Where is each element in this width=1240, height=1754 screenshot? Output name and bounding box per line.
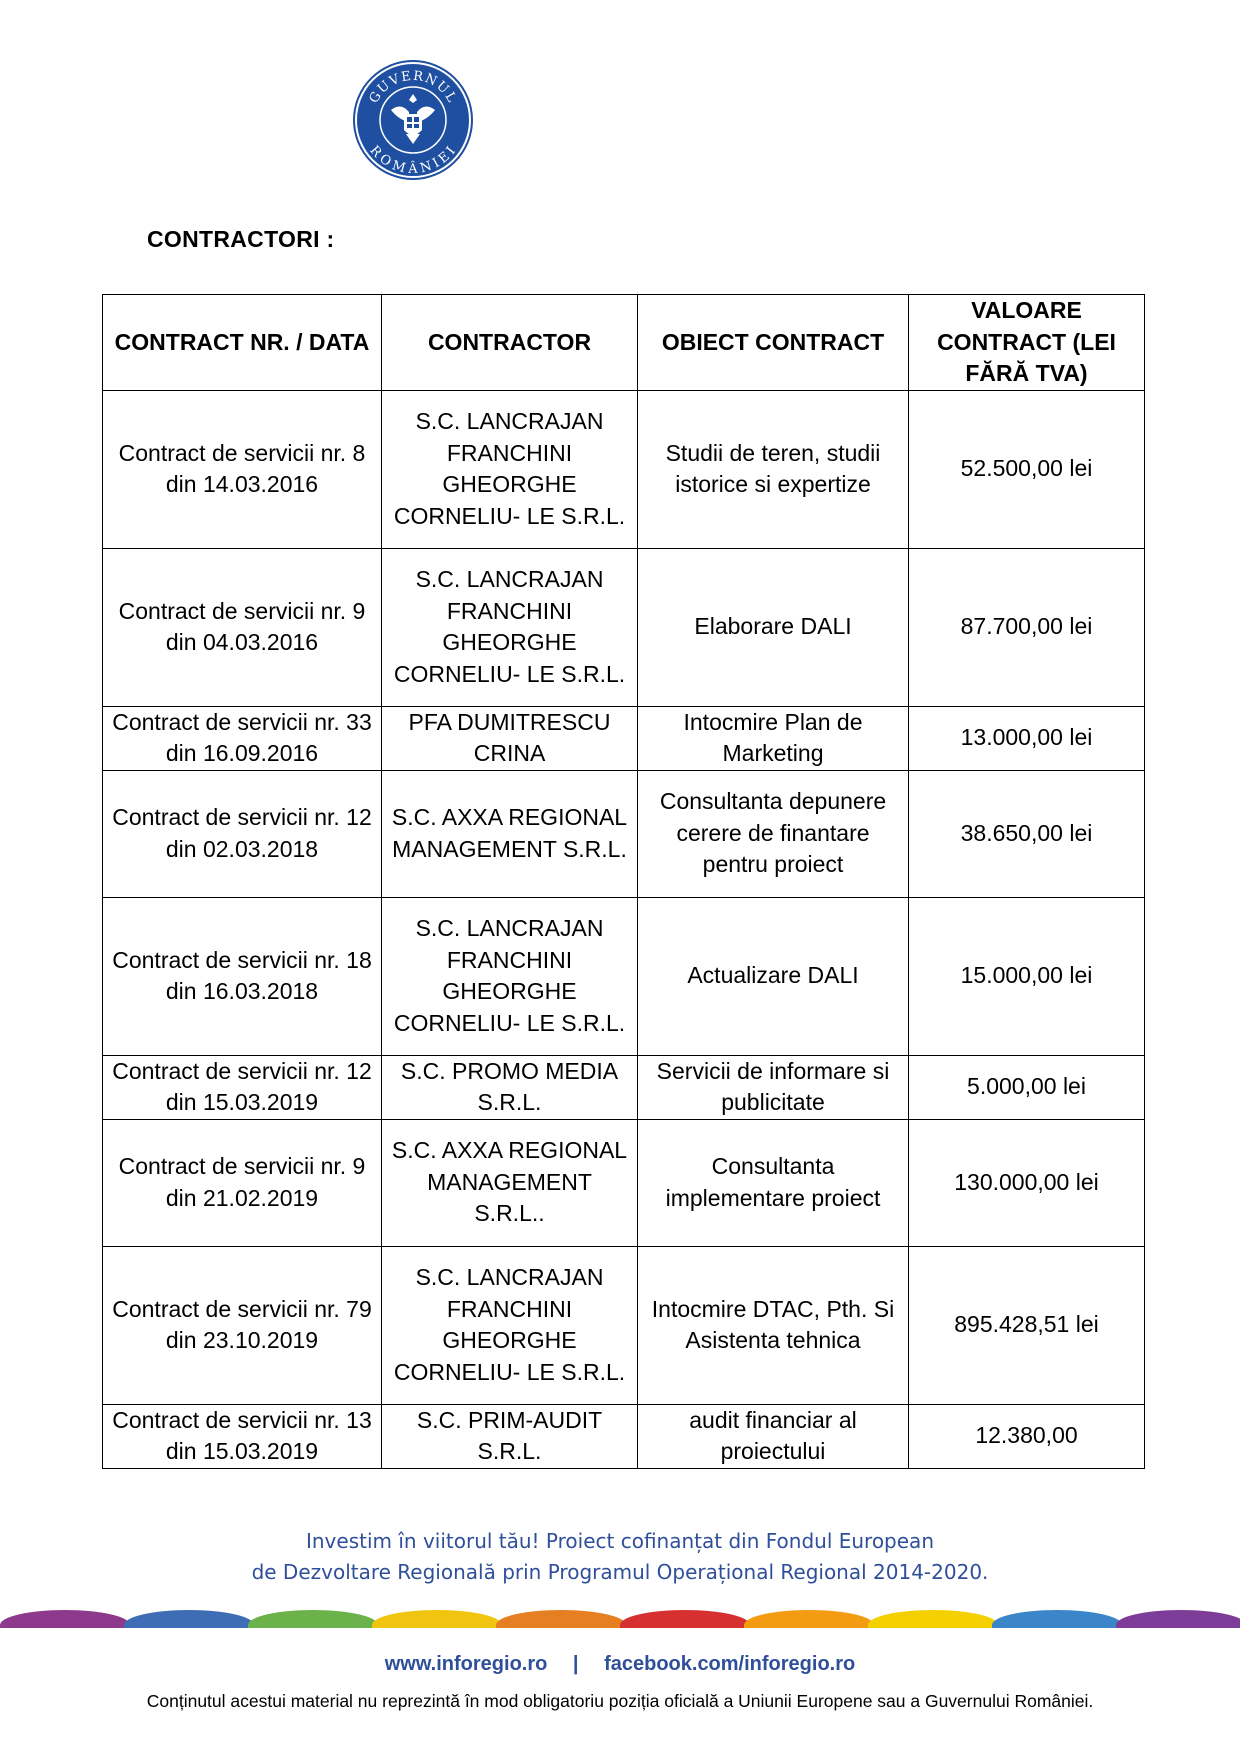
- cell-contractor: S.C. PROMO MEDIA S.R.L.: [382, 1055, 638, 1119]
- cell-contract: Contract de servicii nr. 12 din 15.03.2019: [103, 1055, 382, 1119]
- footer-links: [0, 1653, 1240, 1676]
- table-row: [103, 1246, 1145, 1404]
- cell-obiect: Consultanta implementare proiect: [638, 1119, 909, 1246]
- cell-obiect: Intocmire Plan de Marketing: [638, 706, 909, 770]
- color-stripe-segment: [0, 1610, 130, 1628]
- cell-valoare: 87.700,00 lei: [909, 548, 1145, 706]
- cell-contract: Contract de servicii nr. 13 din 15.03.2019: [103, 1404, 382, 1468]
- color-stripe-segment: [620, 1610, 750, 1628]
- color-stripe-segment: [1116, 1610, 1240, 1628]
- cell-obiect: audit financiar al proiectului: [638, 1404, 909, 1468]
- cofinancing-note-line2: de Dezvoltare Regională prin Programul Operațional Regional 2014-2020.: [251, 1560, 989, 1584]
- cell-contractor: S.C. LANCRAJAN FRANCHINI GHEORGHE CORNELIU- LE S.R.L.: [382, 1246, 638, 1404]
- color-stripe-segment: [372, 1610, 502, 1628]
- government-seal-logo: [351, 58, 475, 182]
- color-stripe-segment: [248, 1610, 378, 1628]
- cell-obiect: Studii de teren, studii istorice si expertize: [638, 390, 909, 548]
- cell-valoare: 38.650,00 lei: [909, 770, 1145, 897]
- cell-valoare: 12.380,00: [909, 1404, 1145, 1468]
- cell-obiect: Elaborare DALI: [638, 548, 909, 706]
- cell-valoare: 52.500,00 lei: [909, 390, 1145, 548]
- cell-contract: Contract de servicii nr. 18 din 16.03.2018: [103, 897, 382, 1055]
- disclaimer-text: Conținutul acestui material nu reprezintă în mod obligatoriu poziția oficială a Uniunii Europene sau a Guvernului României.: [146, 1691, 1094, 1711]
- column-header-contractor: CONTRACTOR: [382, 295, 638, 391]
- cell-contractor: S.C. AXXA REGIONAL MANAGEMENT S.R.L..: [382, 1119, 638, 1246]
- color-stripe-segment: [992, 1610, 1122, 1628]
- table-row: [103, 1055, 1145, 1119]
- cell-obiect: Servicii de informare si publicitate: [638, 1055, 909, 1119]
- link-separator: |: [572, 1653, 579, 1675]
- column-header-obiect: OBIECT CONTRACT: [638, 295, 909, 391]
- cell-valoare: 5.000,00 lei: [909, 1055, 1145, 1119]
- cell-contract: Contract de servicii nr. 12 din 02.03.2018: [103, 770, 382, 897]
- color-stripe-divider: [0, 1610, 1240, 1628]
- inforegio-website-link[interactable]: www.inforegio.ro: [384, 1653, 548, 1675]
- cell-contract: Contract de servicii nr. 79 din 23.10.2019: [103, 1246, 382, 1404]
- table-row: [103, 390, 1145, 548]
- section-title: CONTRACTORI :: [147, 226, 335, 252]
- color-stripe-segment: [496, 1610, 626, 1628]
- cell-obiect: Consultanta depunere cerere de finantare pentru proiect: [638, 770, 909, 897]
- table-row: [103, 548, 1145, 706]
- cell-obiect: Actualizare DALI: [638, 897, 909, 1055]
- cell-contractor: S.C. LANCRAJAN FRANCHINI GHEORGHE CORNELIU- LE S.R.L.: [382, 548, 638, 706]
- contracts-table: [102, 294, 1145, 1469]
- cell-contract: Contract de servicii nr. 9 din 21.02.2019: [103, 1119, 382, 1246]
- cell-contractor: S.C. AXXA REGIONAL MANAGEMENT S.R.L.: [382, 770, 638, 897]
- cell-valoare: 15.000,00 lei: [909, 897, 1145, 1055]
- cell-contractor: PFA DUMITRESCU CRINA: [382, 706, 638, 770]
- cofinancing-note-line1: Investim în viitorul tău! Proiect cofinanțat din Fondul European: [305, 1529, 934, 1553]
- logo-text-top: GUVERNUL: [366, 68, 460, 107]
- table-row: [103, 1404, 1145, 1468]
- table-row: [103, 1119, 1145, 1246]
- cell-contract: Contract de servicii nr. 8 din 14.03.2016: [103, 390, 382, 548]
- table-header-row: [103, 295, 1145, 391]
- cell-contract: Contract de servicii nr. 9 din 04.03.2016: [103, 548, 382, 706]
- cell-valoare: 130.000,00 lei: [909, 1119, 1145, 1246]
- cell-obiect: Intocmire DTAC, Pth. Si Asistenta tehnica: [638, 1246, 909, 1404]
- table-row: [103, 897, 1145, 1055]
- color-stripe-segment: [868, 1610, 998, 1628]
- table-row: [103, 770, 1145, 897]
- color-stripe-segment: [744, 1610, 874, 1628]
- cell-contract: Contract de servicii nr. 33 din 16.09.2016: [103, 706, 382, 770]
- cell-contractor: S.C. LANCRAJAN FRANCHINI GHEORGHE CORNELIU- LE S.R.L.: [382, 897, 638, 1055]
- cell-valoare: 13.000,00 lei: [909, 706, 1145, 770]
- table-row: [103, 706, 1145, 770]
- column-header-valoare: VALOARE CONTRACT (LEI FĂRĂ TVA): [909, 295, 1145, 391]
- facebook-link[interactable]: facebook.com/inforegio.ro: [604, 1653, 856, 1675]
- logo-text-bottom: ROMÂNIEI: [366, 143, 460, 177]
- cofinancing-note: [0, 1526, 1240, 1588]
- cell-valoare: 895.428,51 lei: [909, 1246, 1145, 1404]
- cell-contractor: S.C. LANCRAJAN FRANCHINI GHEORGHE CORNELIU- LE S.R.L.: [382, 390, 638, 548]
- color-stripe-segment: [124, 1610, 254, 1628]
- column-header-contract: CONTRACT NR. / DATA: [103, 295, 382, 391]
- cell-contractor: S.C. PRIM-AUDIT S.R.L.: [382, 1404, 638, 1468]
